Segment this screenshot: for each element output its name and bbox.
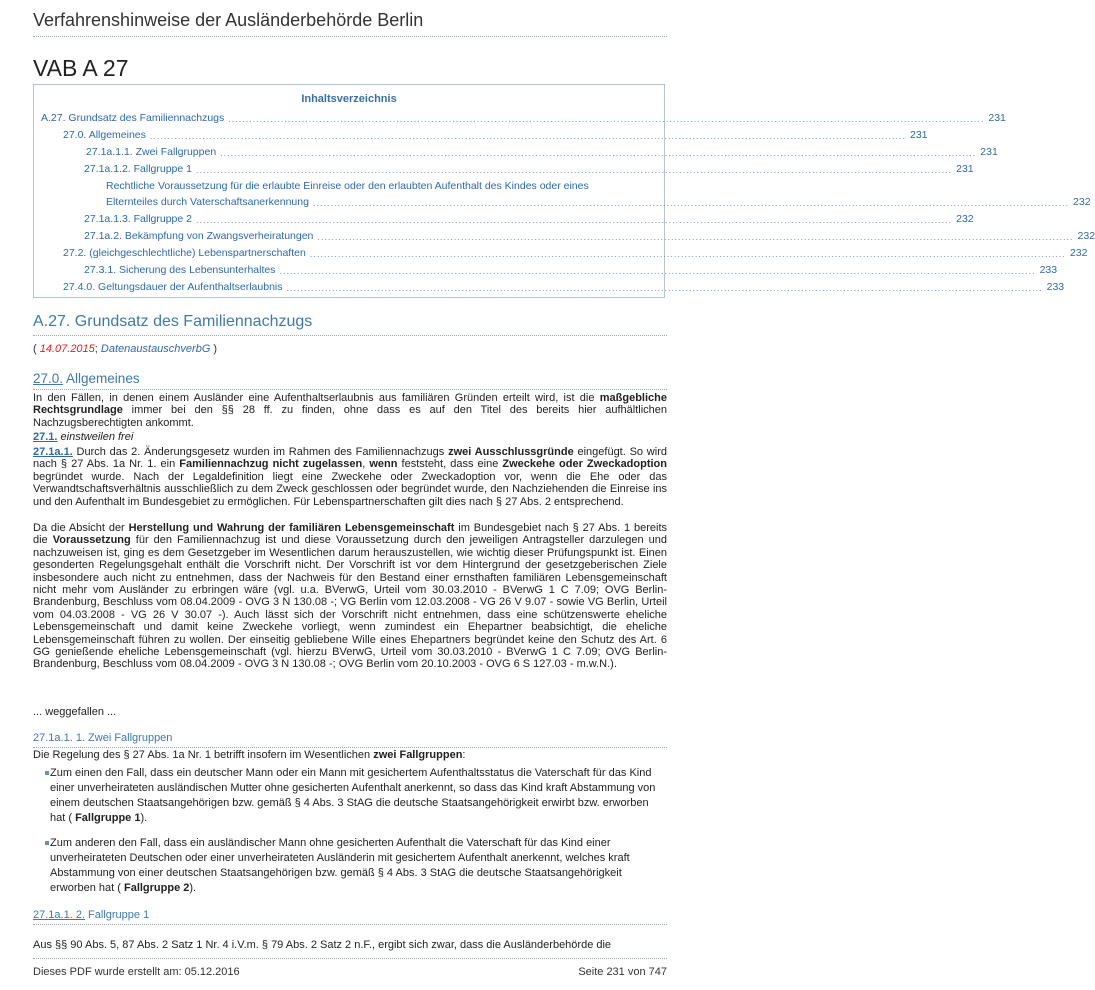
toc-entry[interactable] — [106, 193, 1091, 208]
toc-entry-page: 232 — [1073, 196, 1091, 208]
toc-entry[interactable] — [63, 244, 1088, 259]
text: eingefügt. So wird nach § 27 Abs. 1a Nr. 1. ein — [33, 446, 667, 471]
toc-leader: ........................................................................................................................................................................................................................ — [220, 148, 977, 158]
toc-entry-label: 27.3.1. Sicherung des Lebensunterhaltes — [84, 264, 276, 276]
text: feststeht, dass eine — [397, 458, 503, 471]
paragraph — [33, 446, 667, 508]
section-title: A.27. Grundsatz des Familiennachzugs — [33, 313, 313, 330]
bold-text: Zweckehe oder Zweckadoption — [502, 458, 667, 471]
toc-leader: ........................................................................................................................................................................................................................ — [317, 232, 1074, 242]
toc-leader: ........................................................................................................................................................................................................................ — [309, 249, 1066, 259]
paragraph-number-link[interactable]: 27.1. — [33, 431, 58, 443]
document-title: VAB A 27 — [33, 55, 129, 81]
toc-entry-label: 27.2. (gleichgeschlechtliche) Lebenspartnerschaften — [63, 247, 306, 259]
text: , — [362, 458, 370, 471]
separator: ; — [94, 343, 101, 355]
subsection-divider — [33, 389, 667, 390]
toc-entry-page: 231 — [988, 112, 1006, 124]
paragraph: ... weggefallen ... — [33, 706, 117, 718]
bold-text: zwei Ausschlussgründe — [448, 446, 574, 458]
toc-entry-page: 232 — [1069, 247, 1088, 259]
toc-entry[interactable] — [41, 109, 1006, 124]
subsection-title — [33, 909, 149, 921]
header-divider — [33, 36, 667, 37]
subsection-title — [33, 371, 140, 386]
toc-entry-label: A.27. Grundsatz des Familiennachzugs — [41, 112, 225, 124]
toc-entry[interactable] — [84, 210, 974, 225]
toc-entry-label: 27.1a.1.3. Fallgruppe 2 — [84, 213, 192, 225]
law-link[interactable]: DatenaustauschverbG — [100, 343, 211, 355]
toc-entry[interactable] — [84, 261, 1058, 276]
footer-divider — [33, 958, 667, 959]
text: Da die Absicht der — [33, 522, 129, 534]
footer-page-number: Seite 231 von 747 — [578, 966, 667, 978]
subsection-divider — [33, 924, 667, 925]
text: ). — [189, 882, 197, 894]
text: In den Fällen, in denen einem Ausländer eine Aufenthaltserlaubnis aus familiären Gründen erteilt wird, ist die — [33, 392, 600, 404]
paragraph — [33, 392, 667, 429]
text: immer bei den §§ 28 ff. zu finden, ohne dass es auf den Titel des bereits hier aufhältlichen Nachzugsberechtigten ankommt. — [33, 404, 667, 429]
text: Zum einen den Fall, dass ein deutscher Mann oder ein Mann mit gesichertem Aufenthaltsstatus die Vaterschaft für das Kind einer unverheirateten ausländischen Mutter ohne gesicherten Aufenthalt anerkennt, so dass das Kind kraft Abstammung von einem deutschen Staatsangehörigen bzw. gemäß § 4 Abs. 3 StAG die deutsche Staatsangehörigkeit erwirbt bzw. erworben hat ( — [50, 767, 656, 824]
subsection-divider — [33, 747, 667, 748]
italic-text: einstweilen frei — [57, 431, 134, 443]
text: Zum anderen den Fall, dass ein ausländischer Mann ohne gesicherten Aufenthalt die Vaterschaft für das Kind einer unverheirateten Deutschen oder einer unverheirateten Ausländerin mit gesichertem Aufenthalt anerkennt, welches kraft Abstammung von einer deutschen Staatsangehörigen bzw. gemäß § 4 Abs. 3 StAG die deutsche Staatsangehörigkeit erworben hat ( — [50, 837, 630, 894]
toc-entry-page: 232 — [956, 213, 974, 225]
bold-text: Voraussetzung — [52, 534, 131, 547]
toc-entry-page: 233 — [1039, 264, 1058, 276]
section-meta — [33, 343, 217, 355]
toc-entry-page: 231 — [980, 146, 998, 158]
bold-text: Fallgruppe 1 — [75, 812, 141, 824]
toc-entry-page: 231 — [910, 129, 928, 141]
subsection-title-text: Allgemeines — [63, 371, 140, 386]
toc-entry-label: 27.1a.2. Bekämpfung von Zwangsverheiratungen — [84, 230, 314, 242]
text: Durch das 2. Änderungsgesetz wurden im Rahmen des Familiennachzugs — [72, 446, 449, 458]
text: im Bundesgebiet nach § 27 Abs. 1 bereits die — [33, 522, 667, 547]
subsection-title: 27.1a.1. 1. Zwei Fallgruppen — [33, 732, 173, 744]
text: begründet wurde. Nach der Legaldefinition liegt eine Zweckehe oder Zweckadoption vor, wenn die Ehe oder das Verwandtschaftsverhältnis ausschließlich zu dem Zweck geschlossen oder begründet wurde, den Nachziehenden die Einreise ins und den Aufenthalt im Bundesgebiet zu ermöglichen. Für Lebenspartnerschaften gilt dies nach § 27 Abs. 2 entsprechend. — [33, 470, 667, 508]
list-item — [45, 836, 665, 896]
toc-entry[interactable] — [84, 160, 974, 175]
section-divider — [33, 335, 667, 336]
toc-entry-label-cont: Elternteiles durch Vaterschaftsanerkennung — [106, 196, 309, 208]
bold-text: Herstellung und Wahrung der familiären Lebensgemeinschaft — [128, 522, 455, 534]
footer-created-date: Dieses PDF wurde erstellt am: 05.12.2016 — [33, 966, 240, 978]
toc-entry-page: 233 — [1046, 281, 1065, 293]
paragraph — [33, 431, 667, 443]
toc-heading: Inhaltsverzeichnis — [301, 93, 397, 105]
toc-leader: ........................................................................................................................................................................................................................ — [286, 283, 1043, 293]
toc-entry-page: 231 — [956, 163, 974, 175]
paragraph-number-link[interactable]: 27.1a.1. — [33, 446, 73, 458]
toc-entry-label: 27.0. Allgemeines — [63, 129, 146, 141]
subsection-number-link[interactable]: 27.0. — [33, 371, 64, 386]
toc-entry[interactable] — [63, 126, 928, 141]
change-date-link[interactable]: 14.07.2015 — [39, 343, 95, 355]
toc-entry[interactable] — [63, 278, 1065, 293]
bullet-icon — [45, 841, 49, 845]
text: Die Regelung des § 27 Abs. 1a Nr. 1 betrifft insofern im Wesentlichen — [33, 749, 374, 761]
table-of-contents — [33, 84, 1095, 298]
list-item — [45, 766, 665, 826]
bold-text: Fallgruppe 2 — [123, 882, 190, 894]
toc-entry[interactable] — [86, 143, 998, 158]
toc-leader: ........................................................................................................................................................................................................................ — [312, 198, 1070, 208]
toc-leader: ........................................................................................................................................................................................................................ — [149, 131, 906, 141]
text: ). — [140, 812, 148, 824]
bold-text: wenn — [369, 458, 398, 471]
toc-entry-wrapped-line[interactable] — [106, 177, 657, 192]
toc-leader: ........................................................................................................................................................................................................................ — [196, 215, 953, 225]
text: für den Familiennachzug ist und diese Voraussetzung durch den jeweiligen Antragsteller darzulegen und nachzuweisen ist, ging es dem Gesetzgeber im Wesentlichen darum herauszustellen, wie wichtig dieser Prüfungspunkt ist. Einen gesonderten Regelungsgehalt enthält die Vorschrift nicht. Der Vorschrift ist vor dem Hintergrund der gesetzgeberischen Ziele insbesondere auch nicht zu entnehmen, dass der Nachweis für den Bestand einer ernsthaften familiären Lebensgemeinschaft nicht mehr vom Ausländer zu erbringen wäre (vgl. u.a. BVerwG, Urteil vom 30.03.2010 - BVerwG 1 C 7.09; OVG Berlin-Brandenburg, Beschluss vom 08.04.2009 - OVG 3 N 130.08 -; VG Berlin vom 12.03.2008 - VG 26 V 9.07 - sowie VG Berlin, Urteil vom 04.03.2008 - VG 26 V 30.07 -). Auch lässt sich der Vorschrift nicht entnehmen, dass eine schützenswerte eheliche Lebensgemeinschaft und damit keine Zweckehe vorliegt, wenn zumindest ein Ehepartner beabsichtigt, die eheliche Lebensgemeinschaft führen zu wollen. Der einseitig gebliebene Wille eines Ehepartners begründet keine den Schutz des Art. 6 GG genießende eheliche Lebensgemeinschaft (vgl. hierzu BVerwG, Urteil vom 30.03.2010 - BVerwG 1 C 7.09; OVG Berlin-Brandenburg, Beschluss vom 08.04.2009 - OVG 3 N 130.08 -; OVG Berlin vom 20.10.2003 - OVG 6 S 127.03 - m.w.N.). — [33, 534, 667, 671]
toc-entry-label: 27.4.0. Geltungsdauer der Aufenthaltserlaubnis — [63, 281, 283, 293]
paren-close: ) — [210, 343, 218, 355]
subsection-number-link[interactable]: 27.1a.1. 2. — [33, 909, 85, 921]
toc-entry-label: 27.1a.1.1. Zwei Fallgruppen — [86, 146, 217, 158]
bold-text: zwei Fallgruppen — [373, 749, 463, 761]
running-header-title: Verfahrenshinweise der Ausländerbehörde Berlin — [33, 10, 424, 30]
bullet-icon — [45, 771, 49, 775]
toc-leader: ........................................................................................................................................................................................................................ — [279, 266, 1036, 276]
paragraph — [33, 522, 667, 671]
paragraph — [33, 749, 667, 761]
subsection-title-text: Fallgruppe 1 — [85, 909, 150, 921]
toc-leader: ........................................................................................................................................................................................................................ — [228, 114, 985, 124]
bold-text: Familiennachzug nicht zugelassen — [179, 458, 363, 471]
toc-entry-label: Rechtliche Voraussetzung für die erlaubte Einreise oder den erlaubten Aufenthalt des Kindes oder eines — [106, 180, 589, 192]
toc-entry[interactable] — [84, 227, 1095, 242]
paren-open: ( — [33, 343, 40, 355]
bold-text: maßgebliche Rechtsgrundlage — [33, 392, 667, 417]
toc-entry-page: 232 — [1077, 230, 1095, 242]
toc-entry-label: 27.1a.1.2. Fallgruppe 1 — [84, 163, 192, 175]
toc-leader: ........................................................................................................................................................................................................................ — [196, 165, 953, 175]
text: : — [462, 749, 466, 761]
paragraph: Aus §§ 90 Abs. 5, 87 Abs. 2 Satz 1 Nr. 4 i.V.m. § 79 Abs. 2 Satz 2 n.F., ergibt sich zwar, dass die Ausländerbehörde die — [33, 939, 612, 951]
